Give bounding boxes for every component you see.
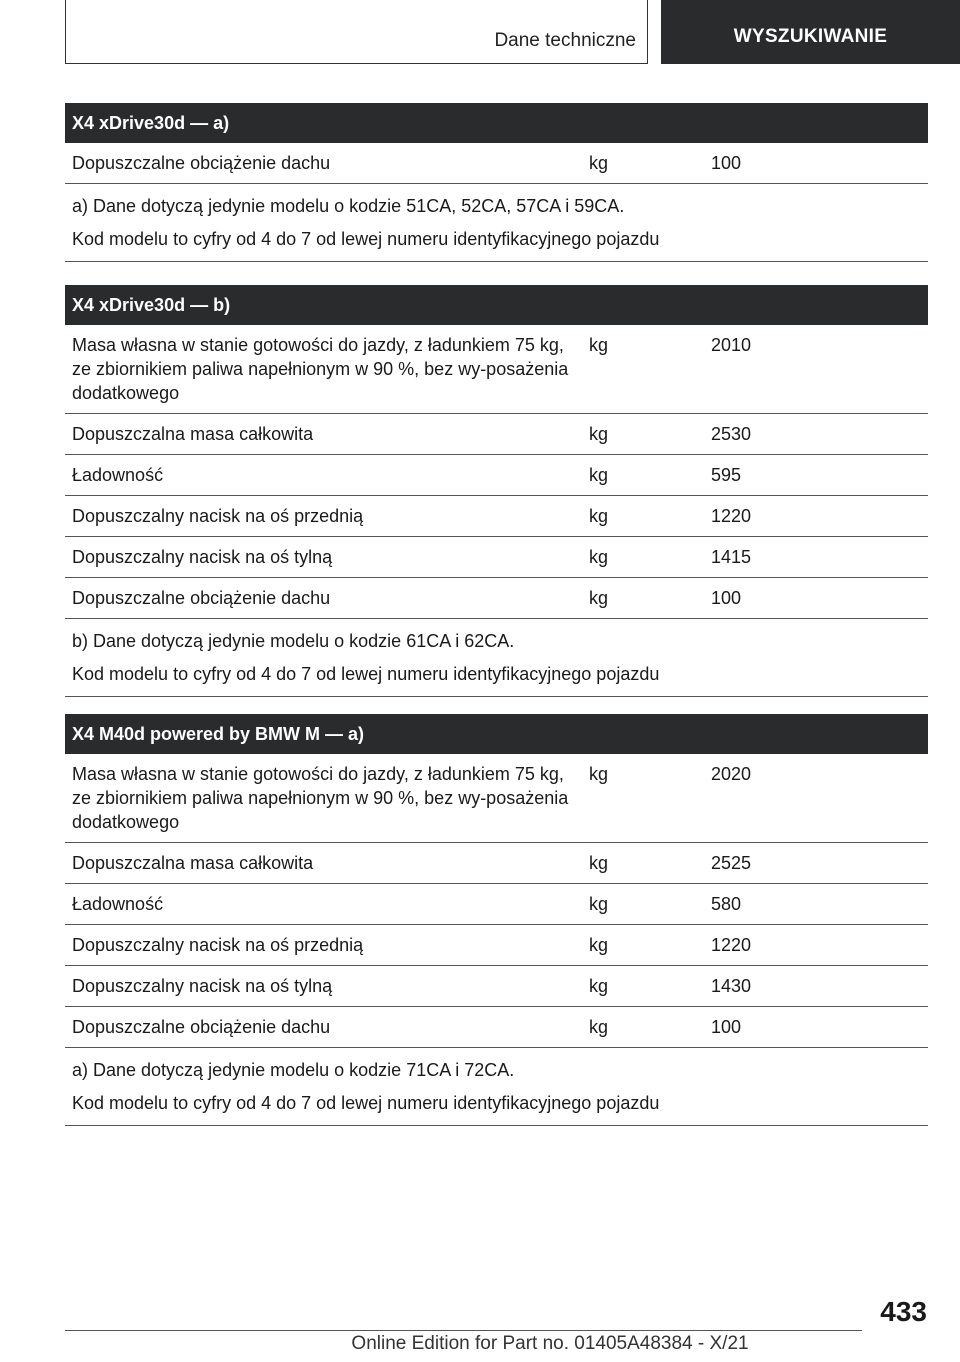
row-value: 1430 <box>711 976 752 996</box>
table-title: X4 M40d powered by BMW M — a) <box>65 714 928 754</box>
footer-divider <box>65 1330 862 1331</box>
row-value: 2530 <box>711 424 752 444</box>
row-value: 595 <box>711 465 742 485</box>
row-unit: kg <box>589 424 609 444</box>
row-unit: kg <box>589 335 609 355</box>
row-unit: kg <box>589 764 609 784</box>
spec-table-3 <box>65 714 928 1126</box>
row-label: Dopuszczalny nacisk na oś tylną <box>72 976 333 996</box>
row-value: 100 <box>711 153 742 173</box>
row-unit: kg <box>589 547 609 567</box>
row-label: Dopuszczalne obciążenie dachu <box>72 1017 331 1037</box>
row-label: Dopuszczalne obciążenie dachu <box>72 153 331 173</box>
row-unit: kg <box>589 153 609 173</box>
table-row <box>65 537 928 578</box>
table-note <box>65 619 928 697</box>
note-line: a) Dane dotyczą jedynie modelu o kodzie 71CA i 72CA. <box>72 1060 515 1080</box>
spec-table-1 <box>65 103 928 262</box>
table-row <box>65 578 928 619</box>
table-row <box>65 414 928 455</box>
row-unit: kg <box>589 935 609 955</box>
note-line: Kod modelu to cyfry od 4 do 7 od lewej numeru identyfikacyjnego pojazdu <box>72 229 660 249</box>
table-row <box>65 455 928 496</box>
table-row <box>65 325 928 414</box>
row-value: 1220 <box>711 935 752 955</box>
row-value: 1415 <box>711 547 752 567</box>
row-unit: kg <box>589 853 609 873</box>
row-unit: kg <box>589 588 609 608</box>
row-label: Dopuszczalny nacisk na oś przednią <box>72 935 364 955</box>
row-value: 2525 <box>711 853 752 873</box>
row-unit: kg <box>589 506 609 526</box>
row-label: Dopuszczalna masa całkowita <box>72 424 314 444</box>
row-unit: kg <box>589 1017 609 1037</box>
row-label: Ładowność <box>72 465 164 485</box>
table-row <box>65 884 928 925</box>
table-row <box>65 496 928 537</box>
table-row <box>65 754 928 843</box>
table-title: X4 xDrive30d — b) <box>65 285 928 325</box>
table-note <box>65 1048 928 1126</box>
spec-table-2 <box>65 285 928 697</box>
note-line: Kod modelu to cyfry od 4 do 7 od lewej numeru identyfikacyjnego pojazdu <box>72 1093 660 1113</box>
row-value: 2010 <box>711 335 752 355</box>
page-number: 433 <box>880 1296 927 1327</box>
table-row <box>65 843 928 884</box>
row-label: Masa własna w stanie gotowości do jazdy, z ładunkiem 75 kg, ze zbiornikiem paliwa napełnionym w 90 %, bez wy-posażenia dodatkowego <box>72 335 569 403</box>
footer-edition: Online Edition for Part no. 01405A48384 - X/21 <box>351 1333 749 1354</box>
note-line: Kod modelu to cyfry od 4 do 7 od lewej numeru identyfikacyjnego pojazdu <box>72 664 660 684</box>
table-row <box>65 1007 928 1048</box>
table-row <box>65 925 928 966</box>
note-line: b) Dane dotyczą jedynie modelu o kodzie 61CA i 62CA. <box>72 631 515 651</box>
table-note <box>65 184 928 262</box>
row-value: 2020 <box>711 764 752 784</box>
row-value: 580 <box>711 894 742 914</box>
row-label: Ładowność <box>72 894 164 914</box>
table-title: X4 xDrive30d — a) <box>65 103 928 143</box>
row-unit: kg <box>589 976 609 996</box>
row-value: 100 <box>711 1017 742 1037</box>
table-row <box>65 143 928 184</box>
row-label: Dopuszczalny nacisk na oś przednią <box>72 506 364 526</box>
section-title: Dane techniczne <box>494 30 636 51</box>
row-label: Dopuszczalny nacisk na oś tylną <box>72 547 333 567</box>
row-value: 1220 <box>711 506 752 526</box>
row-label: Masa własna w stanie gotowości do jazdy, z ładunkiem 75 kg, ze zbiornikiem paliwa napełnionym w 90 %, bez wy-posażenia dodatkowego <box>72 764 569 832</box>
search-tab[interactable]: WYSZUKIWANIE <box>661 0 960 64</box>
row-unit: kg <box>589 465 609 485</box>
row-unit: kg <box>589 894 609 914</box>
row-label: Dopuszczalne obciążenie dachu <box>72 588 331 608</box>
table-row <box>65 966 928 1007</box>
row-value: 100 <box>711 588 742 608</box>
row-label: Dopuszczalna masa całkowita <box>72 853 314 873</box>
note-line: a) Dane dotyczą jedynie modelu o kodzie 51CA, 52CA, 57CA i 59CA. <box>72 196 625 216</box>
